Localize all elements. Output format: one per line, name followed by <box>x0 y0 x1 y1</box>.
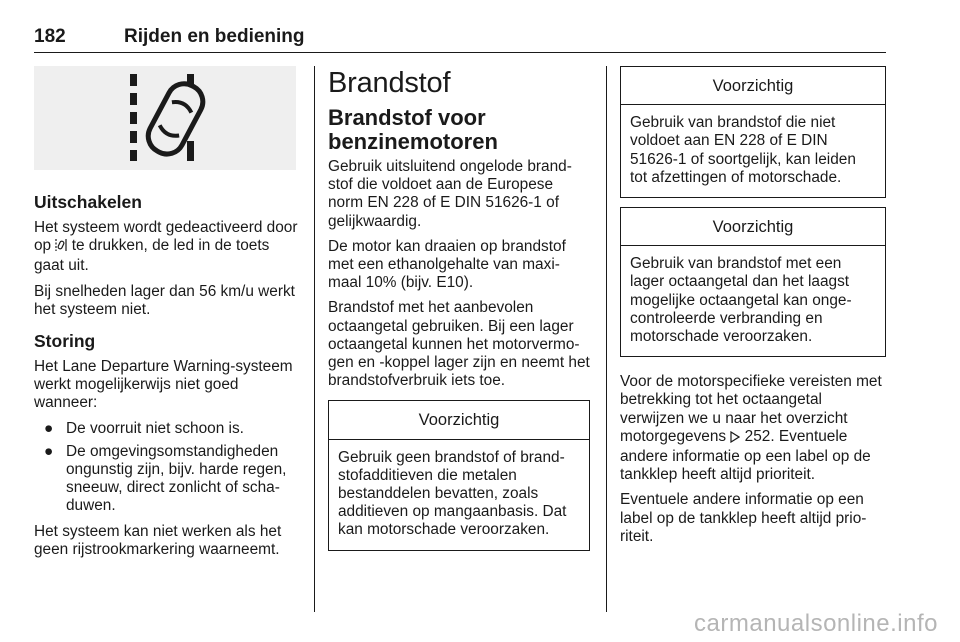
page-number: 182 <box>34 26 66 47</box>
list-item: ● De omgevingsomstandigheden ongunstig zijn, bijv. harde regen, sneeuw, direct zonlicht of scha-duwen. <box>44 442 287 515</box>
page-reference-link[interactable]: 252 <box>744 427 771 445</box>
column-right <box>620 66 886 553</box>
section-title-brandstof: Brandstof <box>328 67 451 99</box>
triangle-arrow-icon <box>730 430 740 448</box>
lane-departure-icon <box>55 238 67 257</box>
caution-box <box>620 66 886 198</box>
paragraph-octane: Brandstof met het aanbevolen octaangetal gebruiken. Bij een lager octaangetal kunnen het motorvermo-gen en -koppel lager zijn en neemt het brandstofverbruik iets toe. <box>328 299 590 390</box>
column-middle <box>328 68 590 560</box>
paragraph-ethanol: De motor kan draaien op brandstof met een ethanolgehalte van maxi-maal 10% (bijv. E10). <box>328 237 566 292</box>
column-divider <box>314 66 315 612</box>
page-header <box>34 24 886 53</box>
paragraph-fault-intro: Het Lane Departure Warning-systeem werkt mogelijkerwijs niet goed wanneer: <box>34 358 293 412</box>
paragraph-unleaded: Gebruik uitsluitend ongelode brand-stof die voldoet aan de Europese norm EN 228 of E DIN 51626-1 of gelijkwaardig. <box>328 158 572 230</box>
caution-text: Gebruik geen brandstof of brand-stofadditieven die metalen bestanddelen bevatten, zoals additieven op mangaanbasis. Dat kan motorschade veroorzaken. <box>338 448 567 539</box>
column-left <box>34 192 298 566</box>
paragraph-speed: Bij snelheden lager dan 56 km/u werkt het systeem niet. <box>34 282 295 318</box>
lane-departure-pictogram <box>34 66 296 170</box>
caution-text: Gebruik van brandstof die niet voldoet aan EN 228 of E DIN 51626-1 of soortgelijk, kan leiden tot afzettingen of motorschade. <box>630 114 856 186</box>
paragraph-deactivate: Het systeem wordt gedeactiveerd door op te drukken, de led in de toets gaat uit. <box>34 219 298 275</box>
caution-heading: Voorzichtig <box>621 208 885 246</box>
fault-list <box>34 420 298 516</box>
page-section-title: Rijden en bediening <box>124 26 305 47</box>
lane-departure-icon <box>34 66 296 170</box>
caution-heading: Voorzichtig <box>621 67 885 105</box>
caution-box <box>328 400 590 550</box>
list-item: ● De voorruit niet schoon is. <box>44 419 244 437</box>
paragraph-no-markings: Het systeem kan niet werken als het geen rijstrookmarkering waarneemt. <box>34 522 282 558</box>
caution-text: Gebruik van brandstof met een lager octaangetal dan het laagst mogelijke octaangetal kan onge-controleerde verbranding en motorschade veroorzaken. <box>630 255 852 346</box>
caution-box <box>620 207 886 357</box>
subsection-title: Brandstof voor benzinemotoren <box>328 105 498 154</box>
heading-storing: Storing <box>34 331 96 352</box>
heading-uitschakelen: Uitschakelen <box>34 192 142 212</box>
column-divider <box>606 66 607 612</box>
caution-heading: Voorzichtig <box>329 401 589 439</box>
paragraph-engine-requirements: Voor de motorspecifieke vereisten met betrekking tot het octaangetal verwijzen we u naar het overzicht motorgegevens 252. Eventuele andere informatie op een label op de tankklep heeft altijd prioriteit. <box>620 373 882 484</box>
paragraph-label-priority: Eventuele andere informatie op een label op de tankklep heeft altijd prio-riteit. <box>620 491 867 545</box>
watermark: carmanualsonline.info <box>694 610 938 637</box>
